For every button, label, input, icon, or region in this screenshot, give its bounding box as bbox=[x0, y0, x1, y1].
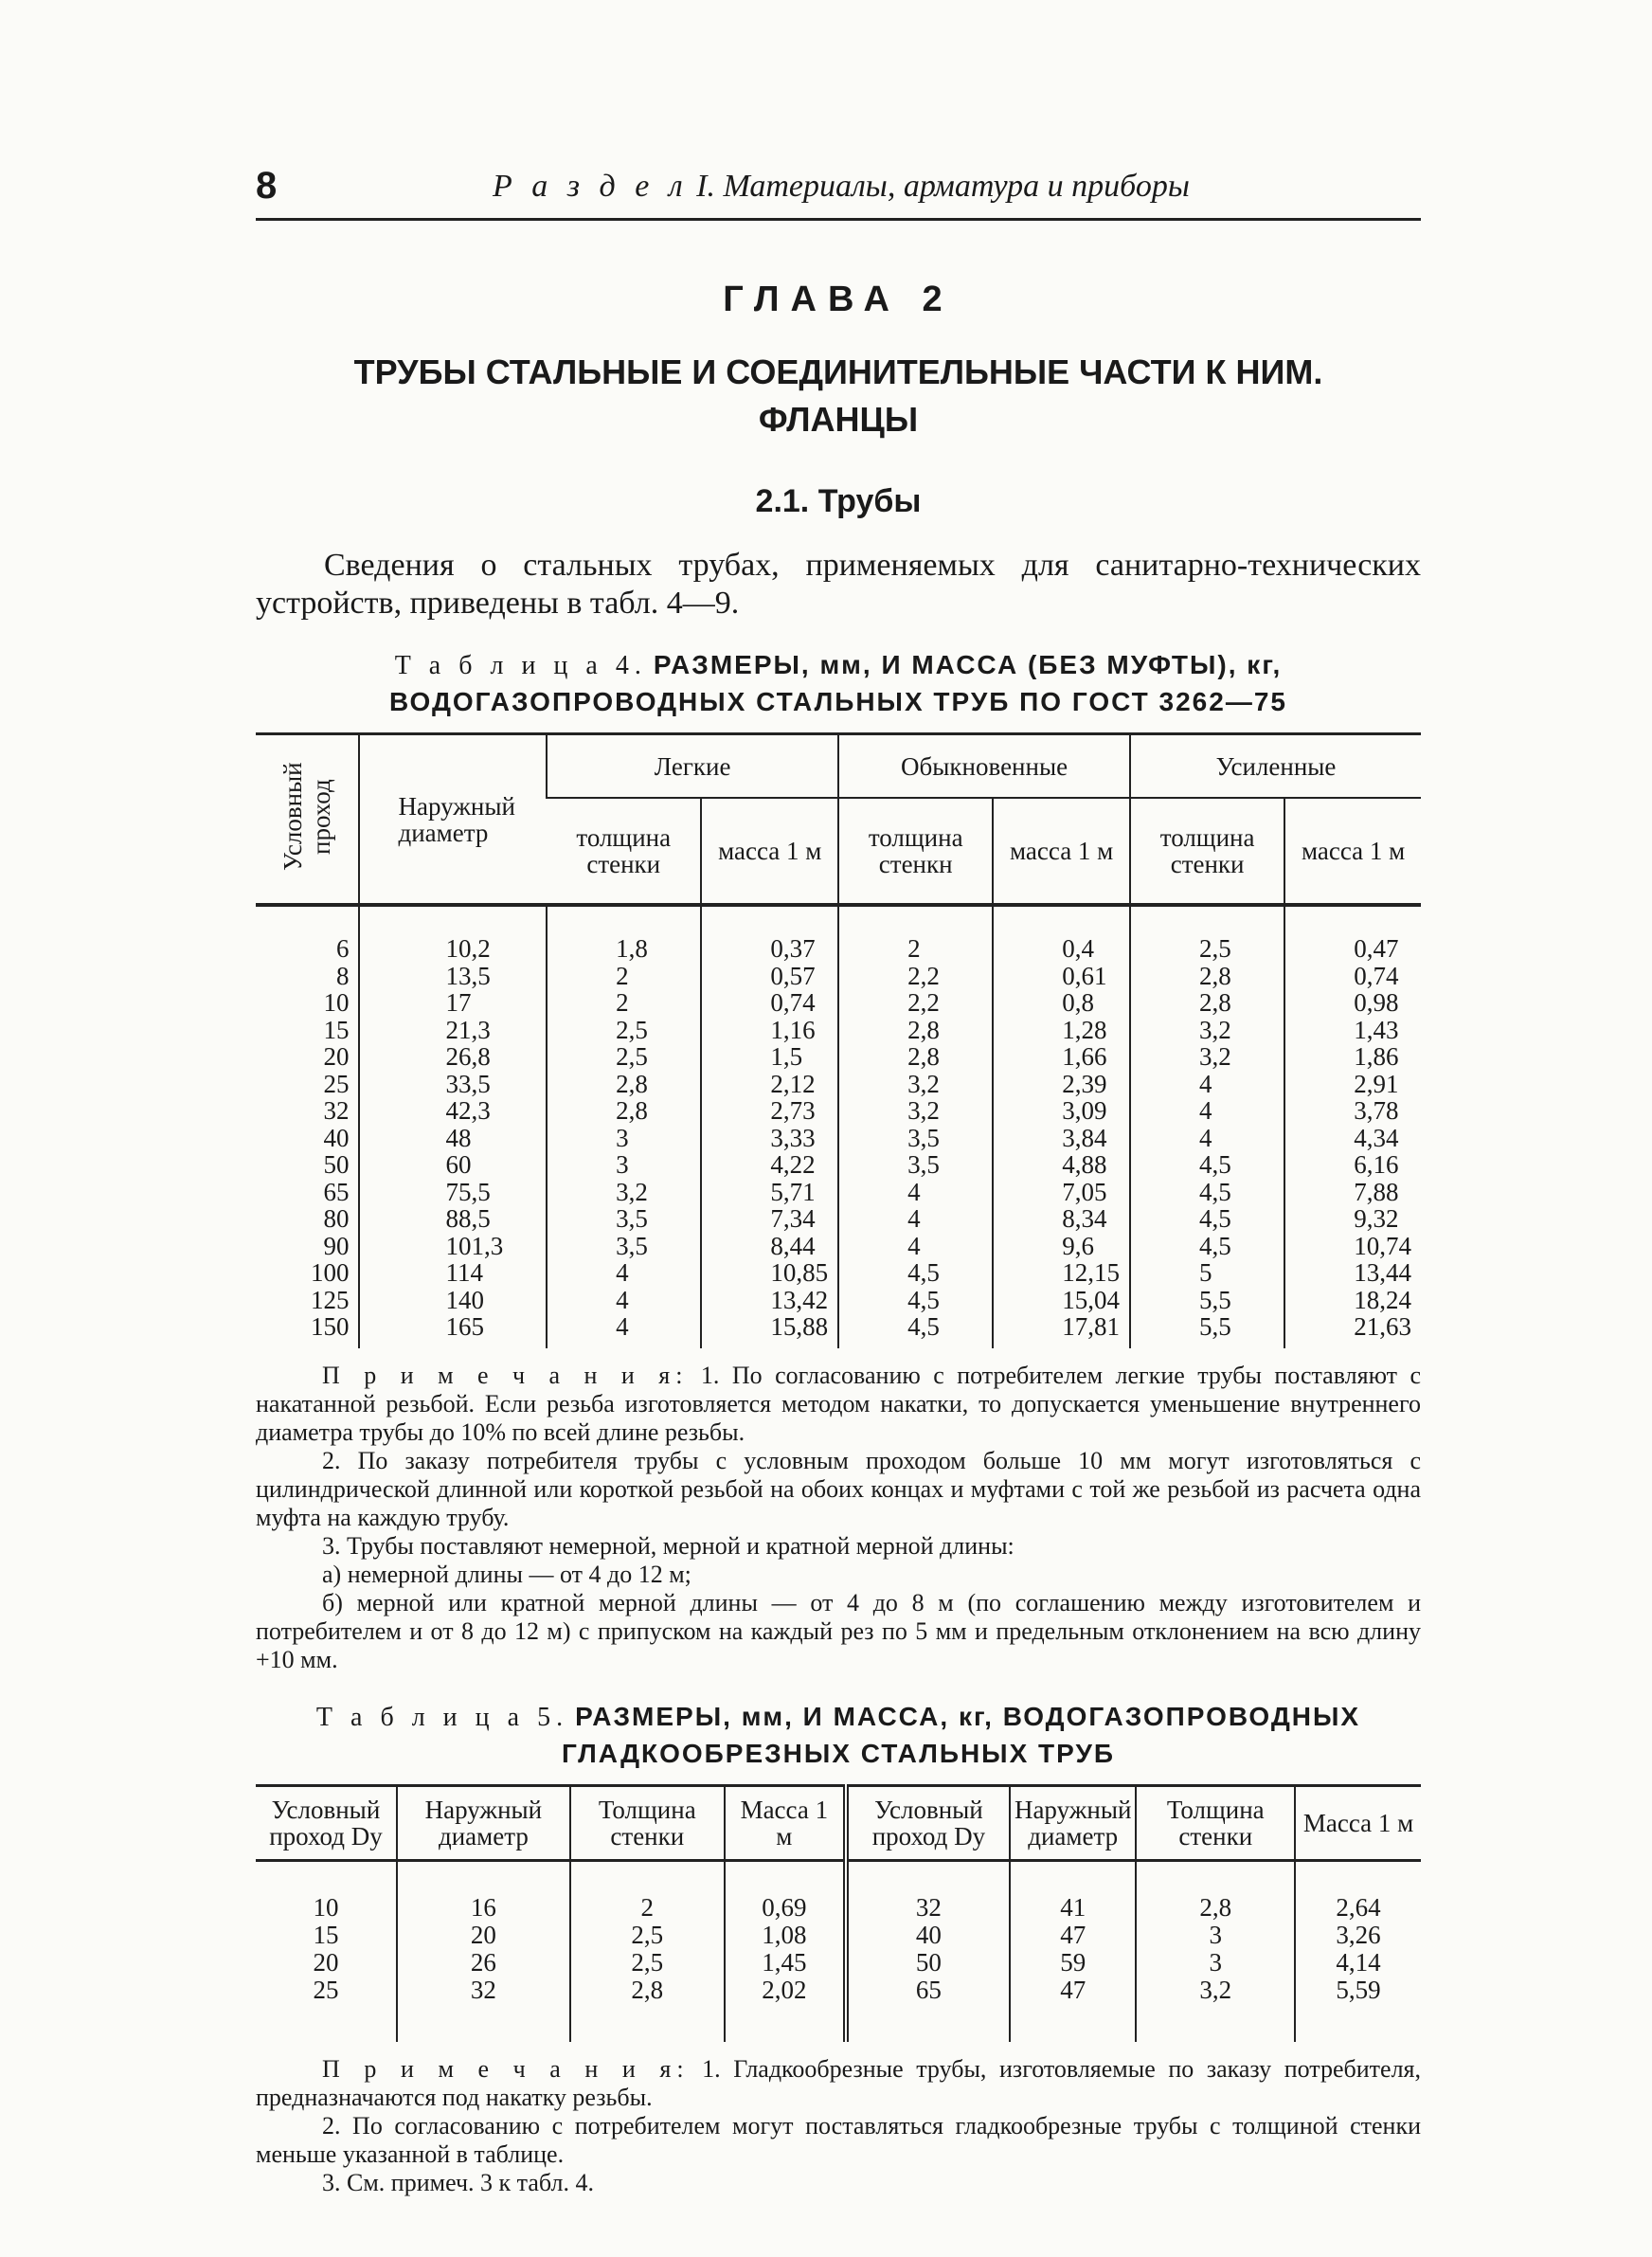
table4-cell: 60 bbox=[359, 1151, 547, 1179]
table4-note-3: 3. Трубы поставляют немерной, мерной и кратной мерной длины: bbox=[322, 1531, 1015, 1560]
table5-header-dy2: Условный проход Dу bbox=[846, 1785, 1010, 1860]
table5-note-2: 2. По согласованию с потребителем могут поставляться гладкообрезные трубы с толщиной стенки меньше указанной в таблице. bbox=[256, 2111, 1421, 2168]
table5-cell: 65 bbox=[846, 1977, 1010, 2042]
table5-caption-line1: РАЗМЕРЫ, мм, И МАССА, кг, ВОДОГАЗОПРОВОДНЫХ bbox=[575, 1701, 1361, 1731]
table4-cell: 150 bbox=[310, 1312, 350, 1341]
table4-header-mass: масса 1 м bbox=[701, 798, 838, 905]
table5-cell: 2,8 bbox=[1136, 1860, 1295, 1922]
table4-cell: 3,78 bbox=[1284, 1097, 1421, 1125]
table4-cell: 75,5 bbox=[359, 1179, 547, 1206]
table4-header-d: Наружный диаметр bbox=[359, 734, 547, 906]
intro-paragraph: Сведения о стальных трубах, применяемых для санитарно-технических устройств, приведены в табл. 4—9. bbox=[256, 548, 1421, 621]
table5-cell: 2,5 bbox=[570, 1922, 725, 1949]
running-title-rest: I. Материалы, арматура и приборы bbox=[696, 169, 1190, 204]
table4-cell: 5,71 bbox=[701, 1179, 838, 1206]
table4-cell: 2,39 bbox=[993, 1071, 1130, 1098]
table4-note-1: 1. По согласованию с потребителем легкие трубы поставляют с накатанной резьбой. Если резьба изготовляется методом накатки, то допускается уменьшение внутреннего диаметра трубы до 10% по всей длине резьбы. bbox=[256, 1361, 1422, 1446]
table4-header-ordinary: Обыкновенные bbox=[838, 734, 1130, 799]
table4-cell: 4 bbox=[547, 1313, 701, 1348]
table5-header-mass2: Масса 1 м bbox=[1295, 1785, 1421, 1860]
running-title-section: Р а з д е л bbox=[493, 169, 689, 204]
table5-cell: 20 bbox=[397, 1922, 570, 1949]
table4-cell: 5,5 bbox=[1130, 1287, 1284, 1314]
table5-cell: 5,59 bbox=[1295, 1977, 1421, 2042]
table4-cell: 0,74 bbox=[701, 989, 838, 1017]
table5-header-wall2: Толщина стенки bbox=[1136, 1785, 1295, 1860]
table4-cell: 3,09 bbox=[993, 1097, 1130, 1125]
table5-cell: 3,2 bbox=[1136, 1977, 1295, 2042]
table4-cell: 4,88 bbox=[993, 1151, 1130, 1179]
table4-cell: 13,44 bbox=[1284, 1259, 1421, 1287]
table5-note-1: 1. Гладкообрезные трубы, изготовляемые по заказу потребителя, предназначаются под накатку резьбы. bbox=[256, 2054, 1421, 2111]
table5-cell: 41 bbox=[1010, 1860, 1136, 1922]
table4 bbox=[256, 732, 1421, 1348]
table4-cell: 33,5 bbox=[359, 1071, 547, 1098]
table4-cell: 3,2 bbox=[547, 1179, 701, 1206]
table5-note-3: 3. См. примеч. 3 к табл. 4. bbox=[322, 2168, 594, 2196]
table4-cell: 6 bbox=[335, 934, 350, 963]
table4-cell: 4,5 bbox=[838, 1287, 993, 1314]
table4-cell: 8,44 bbox=[701, 1233, 838, 1260]
chapter-title-line2: ФЛАНЦЫ bbox=[758, 400, 919, 439]
table5-cell: 3 bbox=[1136, 1949, 1295, 1977]
table4-cell: 4 bbox=[1130, 1071, 1284, 1098]
table4-cell: 125 bbox=[310, 1285, 350, 1314]
table4-row bbox=[256, 1017, 1421, 1044]
table5-cell: 10 bbox=[313, 1892, 339, 1922]
table4-caption-line1: РАЗМЕРЫ, мм, И МАССА (БЕЗ МУФТЫ), кг, bbox=[653, 650, 1283, 679]
table4-cell: 2,8 bbox=[547, 1071, 701, 1098]
table5-cell: 2,5 bbox=[570, 1949, 725, 1977]
table4-cell: 10,2 bbox=[359, 905, 547, 963]
table5-cell: 2,02 bbox=[725, 1977, 846, 2042]
table4-cell: 1,28 bbox=[993, 1017, 1130, 1044]
table4-cell: 4,5 bbox=[1130, 1233, 1284, 1260]
table4-cell: 1,5 bbox=[701, 1043, 838, 1071]
table4-cell: 2,5 bbox=[547, 1017, 701, 1044]
table5-caption-label: Т а б л и ц а 5. bbox=[315, 1702, 569, 1732]
table4-cell: 3,33 bbox=[701, 1125, 838, 1152]
table4-cell: 50 bbox=[323, 1150, 350, 1179]
table4-cell: 165 bbox=[359, 1313, 547, 1348]
chapter-title-line1: ТРУБЫ СТАЛЬНЫЕ И СОЕДИНИТЕЛЬНЫЕ ЧАСТИ К НИМ. bbox=[353, 352, 1323, 391]
table4-cell: 2,91 bbox=[1284, 1071, 1421, 1098]
table5-cell: 50 bbox=[846, 1949, 1010, 1977]
table4-cell: 2,8 bbox=[838, 1043, 993, 1071]
table4-cell: 10,74 bbox=[1284, 1233, 1421, 1260]
table4-cell: 42,3 bbox=[359, 1097, 547, 1125]
table4-cell: 2,73 bbox=[701, 1097, 838, 1125]
table5-caption-line2: ГЛАДКООБРЕЗНЫХ СТАЛЬНЫХ ТРУБ bbox=[561, 1738, 1116, 1768]
table4-cell: 3 bbox=[547, 1151, 701, 1179]
table4-cell: 10,85 bbox=[701, 1259, 838, 1287]
table4-cell: 4 bbox=[547, 1287, 701, 1314]
table4-cell: 1,86 bbox=[1284, 1043, 1421, 1071]
table4-cell: 4 bbox=[838, 1205, 993, 1233]
table4-cell: 25 bbox=[323, 1069, 350, 1098]
table4-cell: 1,16 bbox=[701, 1017, 838, 1044]
table5-cell: 1,45 bbox=[725, 1949, 846, 1977]
table4-cell: 5,5 bbox=[1130, 1313, 1284, 1348]
table4-cell: 2 bbox=[838, 905, 993, 963]
table4-cell: 2,8 bbox=[1130, 963, 1284, 990]
table4-cell: 114 bbox=[359, 1259, 547, 1287]
table4-cell: 4,5 bbox=[838, 1313, 993, 1348]
table4-cell: 4,5 bbox=[1130, 1205, 1284, 1233]
table4-notes-label: П р и м е ч а н и я: bbox=[322, 1361, 689, 1389]
table4-header-mass: масса 1 м bbox=[993, 798, 1130, 905]
table5-cell: 2,64 bbox=[1295, 1860, 1421, 1922]
table4-header-wall: толщина стенкн bbox=[838, 798, 993, 905]
table4-cell: 2 bbox=[547, 989, 701, 1017]
table4-cell: 0,47 bbox=[1284, 905, 1421, 963]
table4-cell: 0,74 bbox=[1284, 963, 1421, 990]
table5-cell: 47 bbox=[1010, 1922, 1136, 1949]
table4-row bbox=[256, 963, 1421, 990]
table4-header-reinforced: Усиленные bbox=[1130, 734, 1421, 799]
table4-cell: 3,5 bbox=[547, 1233, 701, 1260]
table4-cell: 4,5 bbox=[1130, 1151, 1284, 1179]
table4-cell: 0,4 bbox=[993, 905, 1130, 963]
table4-cell: 2 bbox=[547, 963, 701, 990]
table4-cell: 3,2 bbox=[1130, 1017, 1284, 1044]
table4-row bbox=[256, 1205, 1421, 1233]
table4-cell: 2,8 bbox=[838, 1017, 993, 1044]
page bbox=[256, 161, 1421, 2197]
table5-row bbox=[256, 1949, 1421, 1977]
table4-cell: 0,61 bbox=[993, 963, 1130, 990]
table4-caption-label: Т а б л и ц а 4. bbox=[394, 651, 647, 680]
running-header bbox=[256, 161, 1421, 221]
table4-row bbox=[256, 1043, 1421, 1071]
table4-notes bbox=[256, 1362, 1421, 1674]
table5-cell: 2 bbox=[570, 1860, 725, 1922]
table4-cell: 17,81 bbox=[993, 1313, 1130, 1348]
table4-cell: 1,43 bbox=[1284, 1017, 1421, 1044]
table4-caption-line2: ВОДОГАЗОПРОВОДНЫХ СТАЛЬНЫХ ТРУБ ПО ГОСТ 3262—75 bbox=[389, 687, 1287, 716]
table5-header-d2: Наружный диаметр bbox=[1010, 1785, 1136, 1860]
table4-cell: 10 bbox=[323, 988, 350, 1017]
table5-cell: 16 bbox=[397, 1860, 570, 1922]
chapter-label: ГЛАВА 2 bbox=[723, 280, 954, 319]
table4-note-2: 2. По заказу потребителя трубы с условным проходом больше 10 мм могут изготовляться с цилиндрической длинной или короткой резьбой на обоих концах и муфтами с той же резьбой из расчета одна муфта на каждую трубу. bbox=[256, 1446, 1421, 1531]
table4-cell: 3,2 bbox=[838, 1071, 993, 1098]
table5-header-wall: Толщина стенки bbox=[570, 1785, 725, 1860]
table4-cell: 9,6 bbox=[993, 1233, 1130, 1260]
table4-cell: 12,15 bbox=[993, 1259, 1130, 1287]
table4-cell: 7,88 bbox=[1284, 1179, 1421, 1206]
table4-cell: 13,42 bbox=[701, 1287, 838, 1314]
table5-header-d: Наружный диаметр bbox=[397, 1785, 570, 1860]
table5-cell: 3,26 bbox=[1295, 1922, 1421, 1949]
table4-cell: 1,66 bbox=[993, 1043, 1130, 1071]
table5-row bbox=[256, 1922, 1421, 1949]
table4-cell: 8 bbox=[335, 961, 350, 990]
table4-cell: 20 bbox=[323, 1042, 350, 1071]
table4-cell: 3,5 bbox=[838, 1125, 993, 1152]
table4-cell: 18,24 bbox=[1284, 1287, 1421, 1314]
table5-cell: 32 bbox=[397, 1977, 570, 2042]
table4-row bbox=[256, 1259, 1421, 1287]
table4-cell: 4,34 bbox=[1284, 1125, 1421, 1152]
table5-notes bbox=[256, 2055, 1421, 2197]
table4-cell: 15,88 bbox=[701, 1313, 838, 1348]
table4-cell: 0,8 bbox=[993, 989, 1130, 1017]
table4-header-mass: масса 1 м bbox=[1284, 798, 1421, 905]
table4-row bbox=[256, 1313, 1421, 1348]
table4-cell: 32 bbox=[323, 1096, 350, 1125]
table4-cell: 4 bbox=[838, 1233, 993, 1260]
table4-cell: 4 bbox=[547, 1259, 701, 1287]
table4-cell: 2,5 bbox=[1130, 905, 1284, 963]
table4-cell: 0,98 bbox=[1284, 989, 1421, 1017]
table4-row bbox=[256, 1151, 1421, 1179]
table4-header-dy: Условный проход bbox=[278, 762, 336, 872]
table4-cell: 90 bbox=[323, 1231, 350, 1260]
table5-caption bbox=[256, 1699, 1421, 1773]
table4-cell: 80 bbox=[323, 1204, 350, 1233]
table4-cell: 4,5 bbox=[838, 1259, 993, 1287]
table4-caption bbox=[256, 647, 1421, 721]
table4-cell: 2,8 bbox=[547, 1097, 701, 1125]
table4-cell: 17 bbox=[359, 989, 547, 1017]
table4-cell: 3,5 bbox=[547, 1205, 701, 1233]
table4-cell: 3,2 bbox=[838, 1097, 993, 1125]
table4-cell: 4 bbox=[1130, 1097, 1284, 1125]
table4-cell: 15,04 bbox=[993, 1287, 1130, 1314]
running-title bbox=[493, 169, 1190, 205]
table4-row bbox=[256, 1071, 1421, 1098]
table4-cell: 2,5 bbox=[547, 1043, 701, 1071]
table4-cell: 4 bbox=[1130, 1125, 1284, 1152]
table4-cell: 26,8 bbox=[359, 1043, 547, 1071]
table5-cell: 1,08 bbox=[725, 1922, 846, 1949]
table4-cell: 15 bbox=[323, 1015, 350, 1044]
table4-cell: 7,34 bbox=[701, 1205, 838, 1233]
table4-cell: 21,63 bbox=[1284, 1313, 1421, 1348]
table4-body bbox=[256, 905, 1421, 1348]
table5-body bbox=[256, 1860, 1421, 2042]
table4-cell: 40 bbox=[323, 1123, 350, 1152]
table4-row bbox=[256, 905, 1421, 963]
table5-header-dy: Условный проход Dу bbox=[269, 1795, 383, 1851]
table5-cell: 3 bbox=[1136, 1922, 1295, 1949]
table4-header-light: Легкие bbox=[547, 734, 838, 799]
table5-cell: 2,8 bbox=[570, 1977, 725, 2042]
table4-cell: 7,05 bbox=[993, 1179, 1130, 1206]
table4-cell: 65 bbox=[323, 1177, 350, 1206]
table4-note-3b: б) мерной или кратной мерной длины — от 4 до 8 м (по соглашению между изготовителем и потребителем и от 8 до 12 м) с припуском на каждый рез по 5 мм и предельным отклонением на всю длину +10 мм. bbox=[256, 1588, 1421, 1673]
table5 bbox=[256, 1784, 1421, 2042]
table4-cell: 3,5 bbox=[838, 1151, 993, 1179]
table4-header-wall: толщина стенки bbox=[1130, 798, 1284, 905]
section-title: 2.1. Трубы bbox=[755, 483, 922, 519]
table5-cell: 40 bbox=[846, 1922, 1010, 1949]
table4-cell: 0,37 bbox=[701, 905, 838, 963]
table4-cell: 4 bbox=[838, 1179, 993, 1206]
table4-cell: 2,2 bbox=[838, 989, 993, 1017]
table5-row bbox=[256, 1977, 1421, 2042]
table4-cell: 8,34 bbox=[993, 1205, 1130, 1233]
table4-cell: 3 bbox=[547, 1125, 701, 1152]
table4-cell: 2,8 bbox=[1130, 989, 1284, 1017]
table5-cell: 25 bbox=[313, 1975, 339, 2004]
table4-row bbox=[256, 989, 1421, 1017]
table4-cell: 13,5 bbox=[359, 963, 547, 990]
table4-header-wall: толщина стенки bbox=[576, 823, 672, 879]
table4-row bbox=[256, 1233, 1421, 1260]
page-number: 8 bbox=[256, 165, 278, 207]
table4-cell: 0,57 bbox=[701, 963, 838, 990]
table4-row bbox=[256, 1179, 1421, 1206]
table4-cell: 140 bbox=[359, 1287, 547, 1314]
table4-cell: 101,3 bbox=[359, 1233, 547, 1260]
table5-cell: 4,14 bbox=[1295, 1949, 1421, 1977]
table5-header-mass: Масса 1 м bbox=[725, 1785, 846, 1860]
table5-cell: 26 bbox=[397, 1949, 570, 1977]
table4-cell: 3,2 bbox=[1130, 1043, 1284, 1071]
table5-cell: 32 bbox=[846, 1860, 1010, 1922]
table5-cell: 20 bbox=[313, 1947, 339, 1977]
table4-cell: 3,84 bbox=[993, 1125, 1130, 1152]
table4-note-3a: а) немерной длины — от 4 до 12 м; bbox=[322, 1560, 691, 1588]
table4-cell: 100 bbox=[310, 1258, 350, 1287]
table4-cell: 6,16 bbox=[1284, 1151, 1421, 1179]
table4-cell: 4,22 bbox=[701, 1151, 838, 1179]
table4-cell: 2,2 bbox=[838, 963, 993, 990]
table4-row bbox=[256, 1097, 1421, 1125]
table4-cell: 2,12 bbox=[701, 1071, 838, 1098]
table5-notes-label: П р и м е ч а н и я: bbox=[322, 2054, 690, 2083]
table4-row bbox=[256, 1125, 1421, 1152]
table5-row bbox=[256, 1860, 1421, 1922]
table4-cell: 1,8 bbox=[547, 905, 701, 963]
table4-cell: 88,5 bbox=[359, 1205, 547, 1233]
table4-cell: 4,5 bbox=[1130, 1179, 1284, 1206]
table4-cell: 21,3 bbox=[359, 1017, 547, 1044]
table4-cell: 5 bbox=[1130, 1259, 1284, 1287]
table5-cell: 47 bbox=[1010, 1977, 1136, 2042]
table4-cell: 9,32 bbox=[1284, 1205, 1421, 1233]
table4-row bbox=[256, 1287, 1421, 1314]
chapter-title bbox=[256, 349, 1421, 443]
table4-cell: 48 bbox=[359, 1125, 547, 1152]
table5-cell: 59 bbox=[1010, 1949, 1136, 1977]
table5-cell: 15 bbox=[313, 1920, 339, 1949]
table5-cell: 0,69 bbox=[725, 1860, 846, 1922]
